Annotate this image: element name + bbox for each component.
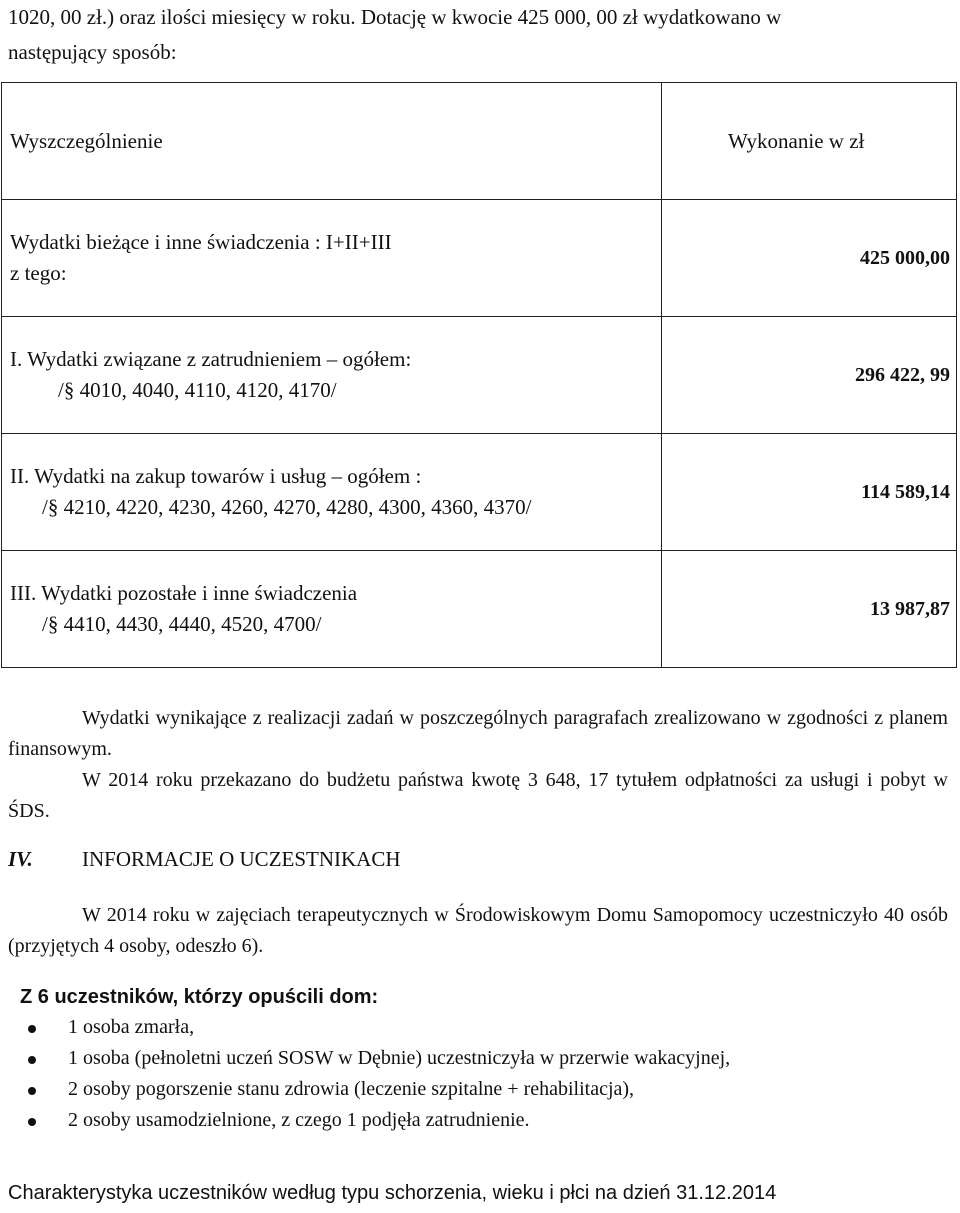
row-line-1: Wydatki bieżące i inne świadczenia : I+II+III [10, 230, 392, 254]
row-line-2: /§ 4410, 4430, 4440, 4520, 4700/ [42, 612, 322, 636]
table-row [2, 434, 957, 551]
participants-list [0, 1012, 950, 1136]
section-heading [8, 843, 401, 875]
intro-line-2: następujący sposób: [8, 40, 177, 64]
paragraph-text: W 2014 roku przekazano do budżetu państwa kwotę 3 648, 17 tytułem odpłatności za usługi i pobyt w ŚDS. [8, 769, 948, 822]
row-amount: 13 987,87 [662, 551, 957, 668]
bullet-icon [28, 1056, 36, 1064]
row-line-2: z tego: [10, 261, 67, 285]
row-description [2, 551, 662, 668]
row-roman: I. [10, 347, 23, 371]
row-line-1: Wydatki związane z zatrudnieniem – ogółem: [27, 347, 412, 371]
table-row [2, 200, 957, 317]
row-line-2: /§ 4210, 4220, 4230, 4260, 4270, 4280, 4300, 4360, 4370/ [42, 495, 532, 519]
row-amount: 114 589,14 [662, 434, 957, 551]
bullet-icon [28, 1118, 36, 1126]
list-item: 2 osoby pogorszenie stanu zdrowia (leczenie szpitalne + rehabilitacja), [0, 1074, 950, 1105]
table-header-row [2, 83, 957, 200]
expenses-table [1, 82, 957, 668]
row-roman: II. [10, 464, 30, 488]
table-row [2, 551, 957, 668]
section-number: IV. [8, 847, 33, 871]
row-roman: III. [10, 581, 37, 605]
row-description [2, 200, 662, 317]
intro-line-1: 1020, 00 zł.) oraz ilości miesięcy w roku. Dotację w kwocie 425 000, 00 zł wydatkowano w [8, 5, 782, 29]
subheading-left-participants: Z 6 uczestników, którzy opuścili dom: [20, 986, 379, 1008]
paragraph-execution [8, 703, 948, 765]
paragraph-text: Wydatki wynikające z realizacji zadań w poszczególnych paragrafach zrealizowano w zgodności z planem finansowym. [8, 707, 948, 760]
row-description [2, 317, 662, 434]
bullet-icon [28, 1025, 36, 1033]
paragraph-participants [8, 900, 948, 962]
row-amount: 425 000,00 [662, 200, 957, 317]
bullet-icon [28, 1087, 36, 1095]
list-item: 2 osoby usamodzielnione, z czego 1 podjęła zatrudnienie. [0, 1105, 950, 1136]
list-item: 1 osoba (pełnoletni uczeń SOSW w Dębnie) uczestniczyła w przerwie wakacyjnej, [0, 1043, 950, 1074]
paragraph-transfer [8, 765, 948, 827]
row-line-2: /§ 4010, 4040, 4110, 4120, 4170/ [58, 378, 337, 402]
row-description [2, 434, 662, 551]
list-item: 1 osoba zmarła, [0, 1012, 950, 1043]
table-row [2, 317, 957, 434]
header-execution: Wykonanie w zł [662, 83, 957, 200]
row-amount: 296 422, 99 [662, 317, 957, 434]
intro-paragraph [8, 0, 953, 70]
paragraph-text: W 2014 roku w zajęciach terapeutycznych w Środowiskowym Domu Samopomocy uczestniczyło 40 osób (przyjętych 4 osoby, odeszło 6). [8, 904, 948, 957]
row-line-1: Wydatki na zakup towarów i usług – ogółem : [34, 464, 422, 488]
section-title: INFORMACJE O UCZESTNIKACH [82, 847, 401, 871]
header-specification: Wyszczególnienie [2, 83, 662, 200]
row-line-1: Wydatki pozostałe i inne świadczenia [41, 581, 358, 605]
footer-caption: Charakterystyka uczestników według typu schorzenia, wieku i płci na dzień 31.12.2014 [8, 1182, 777, 1204]
